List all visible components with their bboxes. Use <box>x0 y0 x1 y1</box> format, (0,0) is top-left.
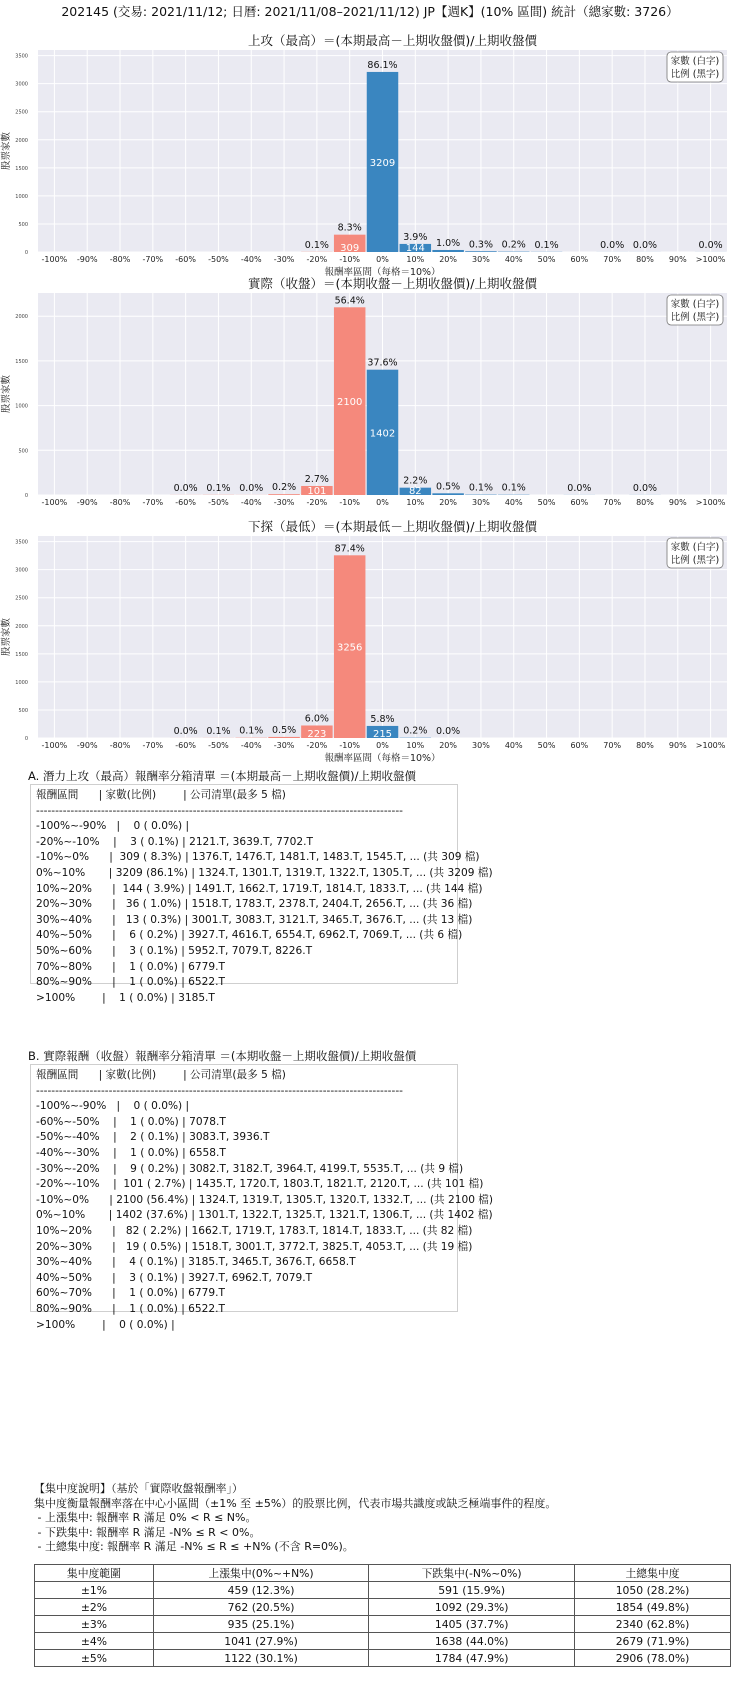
pct-label: 0.0% <box>173 725 198 737</box>
notes-item: - 土總集中度: 報酬率 R 滿足 -N% ≤ R ≤ +N% (不含 R=0%)。 <box>34 1540 354 1554</box>
count-label: 1402 <box>369 428 396 440</box>
x-tick-label: 80% <box>636 498 654 507</box>
report-row: 40%~50% | 3 ( 0.1%) | 3927.T, 6962.T, 7079.T <box>36 1271 313 1284</box>
y-tick-label: 2000 <box>15 623 28 630</box>
count-label: 223 <box>307 729 327 740</box>
table-cell: 1122 (30.1%) <box>153 1650 368 1667</box>
table-cell: ±1% <box>35 1582 154 1599</box>
pct-label: 0.0% <box>632 239 658 251</box>
report-a-box <box>30 784 493 1004</box>
report-row: 40%~50% | 6 ( 0.2%) | 3927.T, 4616.T, 6554.T, 6962.T, 7069.T, ... (共 6 檔) <box>36 929 463 942</box>
x-tick-label: 30% <box>472 498 490 507</box>
table-cell: 1854 (49.8%) <box>575 1599 731 1616</box>
y-tick-label: 1500 <box>15 358 28 365</box>
x-tick-label: 90% <box>668 498 687 507</box>
pct-label: 0.0% <box>632 482 658 494</box>
x-tick-label: 90% <box>668 255 687 264</box>
report-header-row: 報酬區間 | 家數(比例) | 公司清單(最多 5 檔) <box>36 1069 286 1081</box>
y-tick-label: 0 <box>24 493 28 499</box>
count-label: 82 <box>408 486 422 497</box>
report-row: -100%~-90% | 0 ( 0.0%) | <box>36 820 190 833</box>
concentration-notes <box>34 1482 556 1555</box>
y-tick-label: 3500 <box>15 539 28 546</box>
count-label: 215 <box>372 729 393 740</box>
x-tick-label: -30% <box>273 741 295 750</box>
x-tick-label: 60% <box>570 741 589 750</box>
table-header: 集中度範圍 <box>35 1565 154 1582</box>
report-row: 30%~40% | 13 ( 0.3%) | 3001.T, 3083.T, 3121.T, 3465.T, 3676.T, ... (共 13 檔) <box>36 913 473 926</box>
legend-count: 家數 (白字) <box>670 56 720 67</box>
bar <box>268 737 299 738</box>
table-cell: 1041 (27.9%) <box>153 1633 368 1650</box>
report-header-row: 報酬區間 | 家數(比例) | 公司清單(最多 5 檔) <box>36 789 286 801</box>
table-cell: 1638 (44.0%) <box>369 1633 575 1650</box>
x-tick-label: -70% <box>142 498 164 507</box>
table-cell: ±2% <box>35 1599 154 1616</box>
x-tick-label: -80% <box>109 741 131 750</box>
y-tick-label: 2000 <box>15 314 28 321</box>
report-row: 60%~70% | 1 ( 0.0%) | 6779.T <box>36 1287 225 1300</box>
x-tick-label: 0% <box>376 741 389 750</box>
pct-label: 0.5% <box>436 481 461 493</box>
y-tick-label: 500 <box>18 221 28 228</box>
report-row: 0%~10% | 1402 (37.6%) | 1301.T, 1322.T, 1325.T, 1321.T, 1306.T, ... (共 1402 檔) <box>36 1209 493 1222</box>
chart-low <box>0 519 740 777</box>
page-title: 202145 (交易: 2021/11/12; 日曆: 2021/11/08–2021/11/12) JP【週K】(10% 區間) 統計（總家數: 3726） <box>61 4 679 19</box>
table-header-row <box>35 1565 731 1582</box>
table-cell: ±4% <box>35 1633 154 1650</box>
chart-high <box>0 33 740 291</box>
pct-label: 86.1% <box>367 59 398 71</box>
report-divider: ------------------------------------------------------------------------------------------------ <box>36 1084 403 1097</box>
x-tick-label: 90% <box>668 741 687 750</box>
bar <box>268 494 299 495</box>
x-tick-label: 40% <box>504 498 523 507</box>
table-cell: 2679 (71.9%) <box>575 1633 731 1650</box>
report-row: 20%~30% | 36 ( 1.0%) | 1518.T, 1783.T, 2378.T, 2404.T, 2656.T, ... (共 36 檔) <box>36 898 473 911</box>
x-tick-label: 50% <box>537 741 556 750</box>
count-label: 3256 <box>336 642 363 654</box>
pct-label: 8.3% <box>337 222 362 234</box>
bar <box>432 250 463 252</box>
x-tick-label: -10% <box>339 498 361 507</box>
x-tick-label: -60% <box>175 741 196 750</box>
pct-label: 0.0% <box>173 482 198 494</box>
x-tick-label: 70% <box>603 498 622 507</box>
table-cell: 1405 (37.7%) <box>369 1616 575 1633</box>
x-tick-label: 60% <box>570 255 589 264</box>
report-row: >100% | 0 ( 0.0%) | <box>36 1318 175 1331</box>
report-row: 50%~60% | 3 ( 0.1%) | 5952.T, 7079.T, 8226.T <box>36 944 313 957</box>
x-tick-label: -10% <box>339 255 361 264</box>
x-tick-label: -30% <box>273 498 295 507</box>
pct-label: 5.8% <box>370 713 395 725</box>
pct-label: 0.1% <box>206 482 231 494</box>
table-cell: 459 (12.3%) <box>153 1582 368 1599</box>
x-tick-label: 50% <box>537 498 556 507</box>
x-tick-label: -100% <box>41 255 68 264</box>
y-tick-label: 2500 <box>15 109 28 116</box>
pct-label: 0.3% <box>468 239 493 251</box>
concentration-table <box>34 1564 731 1667</box>
x-tick-label: 0% <box>376 255 389 264</box>
x-tick-label: 20% <box>439 498 458 507</box>
x-tick-label: -40% <box>240 255 262 264</box>
report-row: -50%~-40% | 2 ( 0.1%) | 3083.T, 3936.T <box>36 1131 270 1144</box>
x-tick-label: -90% <box>76 741 98 750</box>
y-tick-label: 3000 <box>15 81 28 88</box>
table-cell: ±5% <box>35 1650 154 1667</box>
bar <box>432 493 463 495</box>
y-tick-label: 500 <box>18 448 28 455</box>
bar <box>465 251 496 252</box>
report-row: -20%~-10% | 3 ( 0.1%) | 2121.T, 3639.T, 7702.T <box>36 835 313 848</box>
table-header: 土總集中度 <box>575 1565 731 1582</box>
x-tick-label: -50% <box>208 498 229 507</box>
x-tick-label: 20% <box>439 255 458 264</box>
x-tick-label: -60% <box>175 498 196 507</box>
count-label: 2100 <box>336 397 363 409</box>
pct-label: 2.2% <box>403 475 428 487</box>
table-cell: 1050 (28.2%) <box>575 1582 731 1599</box>
x-tick-label: >100% <box>695 498 726 507</box>
pct-label: 0.0% <box>436 726 461 737</box>
x-tick-label: -90% <box>76 498 98 507</box>
x-tick-label: -80% <box>109 255 131 264</box>
notes-description: 集中度衡量報酬率落在中心小區間（±1% 至 ±5%）的股票比例，代表市場共識度或缺乏極端事件的程度。 <box>34 1496 557 1510</box>
y-tick-label: 1000 <box>15 193 28 200</box>
y-tick-label: 0 <box>24 250 28 256</box>
report-divider: ------------------------------------------------------------------------------------------------ <box>36 804 403 817</box>
report-row: 20%~30% | 19 ( 0.5%) | 1518.T, 3001.T, 3772.T, 3825.T, 4053.T, ... (共 19 檔) <box>36 1240 473 1253</box>
report-row: 80%~90% | 1 ( 0.0%) | 6522.T <box>36 1302 225 1315</box>
table-header: 上漲集中(0%~+N%) <box>153 1565 368 1582</box>
x-tick-label: 10% <box>406 741 425 750</box>
x-axis-label: 報酬率區間（每格＝10%） <box>324 753 441 764</box>
x-axis-label: 報酬率區間（每格＝10%） <box>324 267 441 278</box>
pct-label: 37.6% <box>367 357 398 369</box>
notes-item: - 下跌集中: 報酬率 R 滿足 -N% ≤ R < 0%。 <box>34 1525 261 1539</box>
report-row: 80%~90% | 1 ( 0.0%) | 6522.T <box>36 976 225 989</box>
chart-svg <box>0 276 740 534</box>
y-tick-label: 1000 <box>15 679 28 686</box>
y-axis-label: 股票家數 <box>1 374 12 414</box>
table-cell: 1092 (29.3%) <box>369 1599 575 1616</box>
y-axis-label: 股票家數 <box>1 617 12 657</box>
x-tick-label: -20% <box>306 498 328 507</box>
report-row: -10%~0% | 2100 (56.4%) | 1324.T, 1319.T, 1305.T, 1320.T, 1332.T, ... (共 2100 檔) <box>36 1193 494 1206</box>
x-tick-label: 30% <box>472 255 490 264</box>
x-tick-label: >100% <box>695 741 726 750</box>
pct-label: 0.2% <box>403 725 428 737</box>
report-row: -60%~-50% | 1 ( 0.0%) | 7078.T <box>36 1115 226 1128</box>
report-row: 30%~40% | 4 ( 0.1%) | 3185.T, 3465.T, 3676.T, 6658.T <box>36 1256 356 1269</box>
report-row: 0%~10% | 3209 (86.1%) | 1324.T, 1301.T, 1319.T, 1322.T, 1305.T, ... (共 3209 檔) <box>36 866 493 879</box>
y-tick-label: 1500 <box>15 651 28 658</box>
x-tick-label: -90% <box>76 255 98 264</box>
pct-label: 6.0% <box>304 713 329 725</box>
legend-pct: 比例 (黑字) <box>670 69 720 80</box>
report-row: -20%~-10% | 101 ( 2.7%) | 1435.T, 1720.T, 1803.T, 1821.T, 2120.T, ... (共 101 檔) <box>36 1178 484 1191</box>
table-cell: 591 (15.9%) <box>369 1582 575 1599</box>
pct-label: 0.1% <box>206 725 231 737</box>
chart-close <box>0 276 740 534</box>
legend-count: 家數 (白字) <box>670 299 720 310</box>
report-row: 10%~20% | 82 ( 2.2%) | 1662.T, 1719.T, 1783.T, 1814.T, 1833.T, ... (共 82 檔) <box>36 1224 473 1237</box>
y-tick-label: 500 <box>18 707 28 714</box>
x-tick-label: -20% <box>306 741 328 750</box>
pct-label: 0.2% <box>272 482 297 494</box>
pct-label: 56.4% <box>334 295 365 307</box>
chart-title: 下探（最低）＝(本期最低－上期收盤價)/上期收盤價 <box>248 519 537 534</box>
report-row: -100%~-90% | 0 ( 0.0%) | <box>36 1100 190 1113</box>
pct-label: 0.1% <box>534 239 559 251</box>
table-row <box>35 1616 731 1633</box>
chart-svg <box>0 33 740 291</box>
x-tick-label: -20% <box>306 255 328 264</box>
count-label: 101 <box>307 486 327 497</box>
table-cell: 935 (25.1%) <box>153 1616 368 1633</box>
report-row: -40%~-30% | 1 ( 0.0%) | 6558.T <box>36 1146 226 1159</box>
notes-heading: 【集中度說明】（基於「實際收盤報酬率」） <box>34 1482 243 1495</box>
report-row: 10%~20% | 144 ( 3.9%) | 1491.T, 1662.T, 1719.T, 1814.T, 1833.T, ... (共 144 檔) <box>36 882 483 895</box>
x-tick-label: 80% <box>636 255 654 264</box>
x-tick-label: -70% <box>142 741 164 750</box>
y-tick-label: 0 <box>24 736 28 742</box>
table-row <box>35 1650 731 1667</box>
notes-item: - 上漲集中: 報酬率 R 滿足 0% < R ≤ N%。 <box>34 1511 257 1525</box>
pct-label: 2.7% <box>304 473 329 485</box>
report-row: 70%~80% | 1 ( 0.0%) | 6779.T <box>36 960 225 973</box>
x-tick-label: -50% <box>208 741 229 750</box>
x-tick-label: -100% <box>41 741 68 750</box>
legend-count: 家數 (白字) <box>670 542 720 553</box>
pct-label: 3.9% <box>403 231 428 243</box>
y-tick-label: 2000 <box>15 137 28 144</box>
x-tick-label: -40% <box>240 498 262 507</box>
legend-pct: 比例 (黑字) <box>670 312 720 323</box>
pct-label: 0.0% <box>567 482 592 494</box>
x-tick-label: -80% <box>109 498 131 507</box>
count-label: 3209 <box>369 157 396 169</box>
pct-label: 0.0% <box>698 239 723 251</box>
x-tick-label: 60% <box>570 498 589 507</box>
table-row <box>35 1582 731 1599</box>
report-row: >100% | 1 ( 0.0%) | 3185.T <box>36 991 215 1004</box>
table-cell: 2906 (78.0%) <box>575 1650 731 1667</box>
y-tick-label: 3000 <box>15 567 28 574</box>
pct-label: 0.1% <box>501 482 526 494</box>
x-tick-label: 20% <box>439 741 458 750</box>
x-tick-label: 70% <box>603 255 622 264</box>
table-cell: 1784 (47.9%) <box>369 1650 575 1667</box>
pct-label: 87.4% <box>334 543 365 555</box>
x-tick-label: 30% <box>472 741 490 750</box>
pct-label: 0.1% <box>304 239 329 251</box>
table-cell: 762 (20.5%) <box>153 1599 368 1616</box>
pct-label: 0.1% <box>468 482 493 494</box>
table-row <box>35 1599 731 1616</box>
report-b-box <box>30 1064 494 1331</box>
x-tick-label: 40% <box>504 741 523 750</box>
pct-label: 0.2% <box>501 239 526 251</box>
chart-svg <box>0 519 740 777</box>
count-label: 309 <box>340 243 360 254</box>
report-row: -30%~-20% | 9 ( 0.2%) | 3082.T, 3182.T, 3964.T, 4199.T, 5535.T, ... (共 9 檔) <box>36 1162 464 1175</box>
y-tick-label: 2500 <box>15 595 28 602</box>
pct-label: 0.0% <box>600 239 625 251</box>
table-row <box>35 1633 731 1650</box>
report-a-title: A. 潛力上攻（最高）報酬率分箱清單 ＝(本期最高－上期收盤價)/上期收盤價 <box>28 769 416 783</box>
pct-label: 0.5% <box>272 724 297 736</box>
count-label: 144 <box>405 243 425 254</box>
pct-label: 0.1% <box>239 725 264 737</box>
x-tick-label: 70% <box>603 741 622 750</box>
x-tick-label: >100% <box>695 255 726 264</box>
y-axis-label: 股票家數 <box>1 131 12 171</box>
x-tick-label: -30% <box>273 255 295 264</box>
x-tick-label: 80% <box>636 741 654 750</box>
chart-title: 實際（收盤）＝(本期收盤－上期收盤價)/上期收盤價 <box>248 276 537 291</box>
table-header: 下跌集中(-N%~0%) <box>369 1565 575 1582</box>
pct-label: 0.0% <box>239 482 264 494</box>
table-cell: ±3% <box>35 1616 154 1633</box>
report-row: -10%~0% | 309 ( 8.3%) | 1376.T, 1476.T, 1481.T, 1483.T, 1545.T, ... (共 309 檔) <box>36 851 480 864</box>
x-tick-label: -100% <box>41 498 68 507</box>
x-tick-label: -40% <box>240 741 262 750</box>
x-tick-label: -10% <box>339 741 361 750</box>
table-cell: 2340 (62.8%) <box>575 1616 731 1633</box>
x-tick-label: -50% <box>208 255 229 264</box>
y-tick-label: 1000 <box>15 403 28 410</box>
x-tick-label: 10% <box>406 498 425 507</box>
chart-title: 上攻（最高）＝(本期最高－上期收盤價)/上期收盤價 <box>248 33 537 48</box>
x-tick-label: 40% <box>504 255 523 264</box>
x-tick-label: -70% <box>142 255 164 264</box>
report-b-title: B. 實際報酬（收盤）報酬率分箱清單 ＝(本期收盤－上期收盤價)/上期收盤價 <box>28 1049 417 1063</box>
pct-label: 1.0% <box>436 237 461 249</box>
legend-pct: 比例 (黑字) <box>670 555 720 566</box>
x-tick-label: -60% <box>175 255 196 264</box>
y-tick-label: 3500 <box>15 53 28 60</box>
x-tick-label: 50% <box>537 255 556 264</box>
y-tick-label: 1500 <box>15 165 28 172</box>
x-tick-label: 0% <box>376 498 389 507</box>
x-tick-label: 10% <box>406 255 425 264</box>
